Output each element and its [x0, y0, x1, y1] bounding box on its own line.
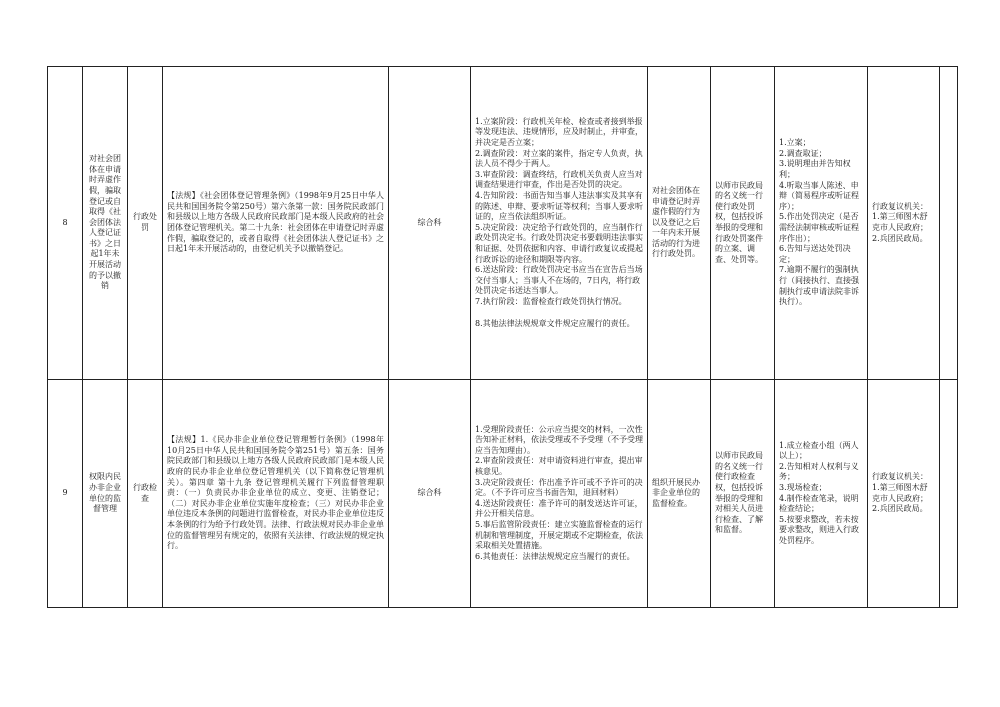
- power-type: 行政处罚: [128, 67, 163, 380]
- procedure-step: 4.制作检查笔录，说明检查结论；: [779, 493, 859, 514]
- responsibility-list: [471, 380, 648, 608]
- power-item-name: 权限内民办非企业单位的监督管理: [83, 380, 128, 608]
- remarks: 行政复议机关：1.第三师图木舒克市人民政府；2.兵团民政局。: [868, 380, 940, 608]
- procedure-step: 1.成立检查小组（两人以上）；: [779, 440, 859, 461]
- procedure-step: 3.说明理由并告知权利；: [779, 159, 851, 180]
- procedure-steps: [775, 380, 868, 608]
- table-row: [48, 380, 958, 608]
- responsibility-item: 5.事后监管阶段责任：建立实施监督检查的运行机制和管理制度，开展定期或不定期检查，依法采取相关处置措施。: [475, 519, 643, 551]
- empty-cell: [940, 380, 958, 608]
- responsible-department: 综合科: [389, 380, 471, 608]
- procedure-step: 2.调查取证；: [779, 148, 827, 158]
- responsibility-item: 4.送达阶段责任：准予许可的制发送达许可证，并公开相关信息。: [475, 498, 643, 519]
- responsibility-item: 2.调查阶段：对立案的案件，指定专人负责，执法人员不得少于两人。: [475, 148, 643, 169]
- responsibility-list: [471, 67, 648, 380]
- responsibility-subject: 对社会团体在申请登记时弄虚作假的行为以及登记之后一年内未开展活动的行为进行行政处罚。: [648, 67, 711, 380]
- procedure-step: 7.逾期不履行的强制执行（间接执行、直接强制执行或申请法院非诉执行）。: [779, 265, 859, 307]
- responsibility-item: 6.送达阶段：行政处罚决定书应当在宣告后当场交付当事人；当事人不在场的，7日内，将行政处罚决定书送达当事人。: [475, 265, 643, 296]
- row-number: 9: [48, 380, 83, 608]
- remarks: 行政复议机关：1.第三师图木舒克市人民政府；2.兵团民政局。: [868, 67, 940, 380]
- flow-intro: 以师市民政局的名义统一行使行政处罚权，包括投诉举报的受理和行政处罚案件的立案、调查、处罚等。: [711, 67, 775, 380]
- procedure-step: 5.按要求整改，若未按要求整改，则进入行政处罚程序。: [779, 514, 859, 545]
- responsibility-item: 2.审查阶段责任：对申请资料进行审查，提出审核意见。: [475, 456, 643, 477]
- procedure-step: 3.现场检查；: [779, 482, 827, 492]
- row-number: 8: [48, 67, 83, 380]
- power-type: 行政检查: [128, 380, 163, 608]
- responsibility-subject: 组织开展民办非企业单位的监督检查。: [648, 380, 711, 608]
- legal-basis: 【法规】1.《民办非企业单位登记管理暂行条例》（1998年10月25日中华人民共和国国务院令第251号）第五条：国务院民政部门和县级以上地方各级人民政府民政部门是本级人民政府的民办非企业单位登记管理机关（以下简称登记管理机关）。第四章 第十九条 登记管理机关履行下列监督管理职责：（一）负责民办非企业单位的成立、变更、注销登记；（二）对民办非企业单位实施年度检查；（三）对民办非企业单位违反本条例的问题进行监督检查，对民办非企业单位违反本条例的行为给予行政处罚。法律、行政法规对民办非企业单位的监督管理另有规定的，依照有关法律、行政法规的规定执行。: [163, 380, 389, 608]
- power-item-name: 对社会团体在申请时弄虚作假，骗取登记或自取得《社会团体法人登记证书》之日起1年未开展活动的予以撤销: [83, 67, 128, 380]
- responsible-department: 综合科: [389, 67, 471, 380]
- power-list-table: [47, 66, 958, 608]
- spacer: [475, 308, 643, 319]
- responsibility-item: 1.立案阶段：行政机关年检、检查或者接到举报等发现违法、违规情形，应及时制止，并审查，并决定是否立案；: [475, 116, 643, 148]
- legal-basis: 【法规】《社会团体登记管理条例》（1998年9月25日中华人民共和国国务院令第250号）第六条第一款：国务院民政部门和县级以上地方各级人民政府民政部门是本级人民政府的社会团体登记管理机关。第二十九条：社会团体在申请登记时弄虚作假，骗取登记的，或者自取得《社会团体法人登记证书》之日起1年未开展活动的，由登记机关予以撤销登记。: [163, 67, 389, 380]
- responsibility-item: 6.其他责任：法律法规规定应当履行的责任。: [475, 551, 635, 561]
- procedure-step: 6.告知与送达处罚决定；: [779, 244, 851, 264]
- empty-cell: [940, 67, 958, 380]
- procedure-step: 2.告知相对人权利与义务；: [779, 461, 859, 482]
- table-row: [48, 67, 958, 380]
- flow-intro: 以师市民政局的名义统一行使行政检查权，包括投诉举报的受理和对相关人员进行检查、了解和监督。: [711, 380, 775, 608]
- procedure-step: 4.听取当事人陈述、申辩（简易程序或听证程序）；: [779, 180, 859, 211]
- procedure-steps: [775, 67, 868, 380]
- responsibility-item: 1.受理阶段责任：公示应当提交的材料，一次性告知补正材料，依法受理或不予受理（不予受理应当告知理由）。: [475, 424, 643, 455]
- procedure-step: 1.立案；: [779, 138, 811, 148]
- responsibility-item: 4.告知阶段：书面告知当事人违法事实及其享有的陈述、申辩、要求听证等权利；当事人要求听证的，应当依法组织听证。: [475, 191, 643, 222]
- responsibility-item: 3.审查阶段：调查终结，行政机关负责人应当对调查结果进行审查，作出是否处罚的决定。: [475, 169, 643, 190]
- responsibility-item: 8.其他法律法规规章文件规定应履行的责任。: [475, 318, 635, 328]
- responsibility-item: 5.决定阶段：决定给予行政处罚的，应当制作行政处罚决定书。行政处罚决定书要载明违法事实和证据、处罚依据和内容、申请行政复议或提起行政诉讼的途径和期限等内容。: [475, 222, 643, 264]
- responsibility-item: 7.执行阶段：监督检查行政处罚执行情况。: [475, 296, 627, 306]
- procedure-step: 5.作出处罚决定（是否需经法制审核或听证程序作出）；: [779, 212, 859, 243]
- responsibility-item: 3.决定阶段责任：作出准予许可或不予许可的决定。（不予许可应当书面告知，退回材料）: [475, 477, 643, 498]
